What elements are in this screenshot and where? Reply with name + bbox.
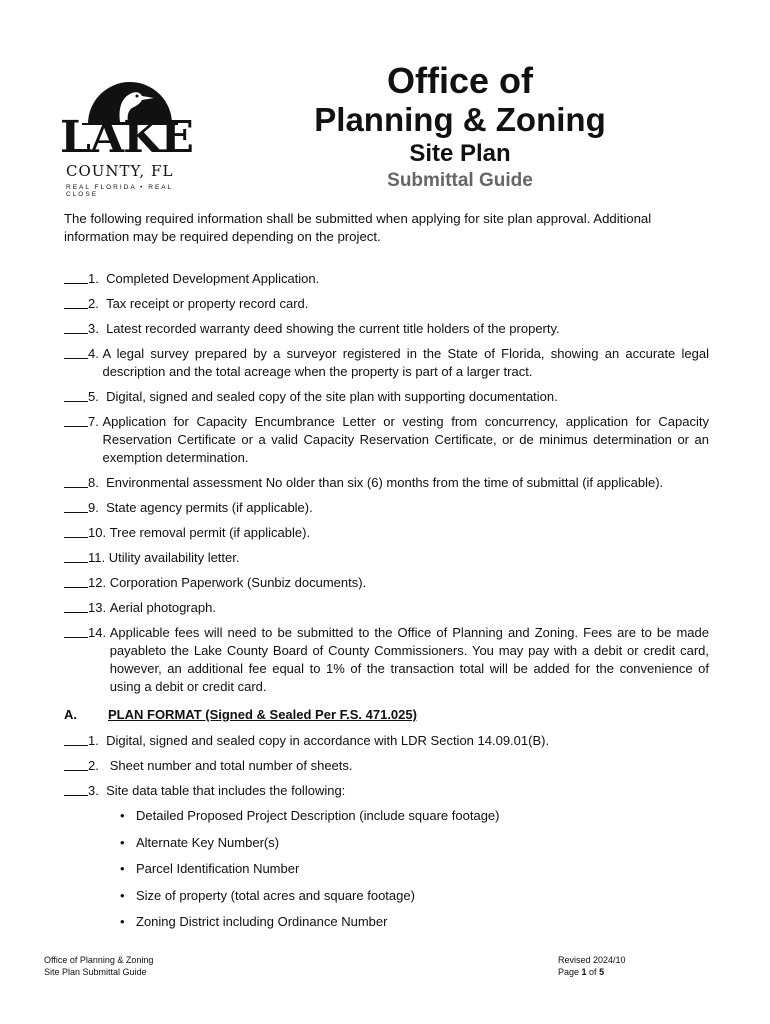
- footer-left: [44, 954, 153, 978]
- item-number: 3.: [88, 783, 107, 798]
- checkbox-blank: [64, 270, 88, 284]
- list-item: [64, 413, 709, 467]
- logo-wordmark: LAKE: [60, 112, 193, 163]
- item-text: Application for Capacity Encumbrance Letter or vesting from concurrency, application for Capacity Reservation Certificate or a valid Capacity Reservation Certificate, or de minimus determination or an exemption determination.: [102, 414, 709, 465]
- item-text: Corporation Paperwork (Sunbiz documents).: [109, 575, 367, 590]
- bullet-item: • Zoning District including Ordinance Number: [120, 913, 709, 931]
- item-text: Applicable fees will need to be submitted to the Office of Planning and Zoning. Fees are to be made payableto the Lake County Board of County Commissioners. You may pay with a debit or credit card, however, an additional fee equal to 1% of the transaction total will be added for the convenience of using a debit or credit card.: [109, 625, 709, 694]
- list-item: [64, 345, 709, 381]
- item-number: 7.: [88, 414, 103, 429]
- checkbox-blank: [64, 624, 88, 638]
- item-text: Digital, signed and sealed copy in accordance with LDR Section 14.09.01(B).: [106, 733, 550, 748]
- item-text: State agency permits (if applicable).: [106, 500, 313, 515]
- checkbox-blank: [64, 474, 88, 488]
- item-text: Tax receipt or property record card.: [106, 296, 309, 311]
- list-item: [64, 295, 709, 313]
- section-heading: [64, 706, 709, 724]
- bullet-item: • Size of property (total acres and square footage): [120, 887, 709, 905]
- item-number: 1.: [88, 733, 107, 748]
- checkbox-blank: [64, 524, 88, 538]
- list-item: [64, 270, 709, 288]
- checkbox-blank: [64, 782, 88, 796]
- list-item: [64, 549, 709, 567]
- list-item: [64, 624, 709, 696]
- title-site-plan: Site Plan: [409, 140, 511, 167]
- logo-tagline: REAL FLORIDA • REAL CLOSE: [66, 184, 173, 198]
- checkbox-blank: [64, 413, 88, 427]
- footer-right: [558, 954, 626, 978]
- checkbox-blank: [64, 295, 88, 309]
- item-text: Tree removal permit (if applicable).: [109, 525, 311, 540]
- item-number: 3.: [88, 321, 107, 336]
- checkbox-blank: [64, 757, 88, 771]
- item-number: 10.: [88, 525, 110, 540]
- intro-paragraph: The following required information shall be submitted when applying for site plan approval. Additional information may be required depending on the project.: [64, 211, 652, 244]
- checkbox-blank: [64, 320, 88, 334]
- list-item: [64, 499, 709, 517]
- list-item: [64, 320, 709, 338]
- item-number: 13.: [88, 600, 110, 615]
- checkbox-blank: [64, 388, 88, 402]
- item-text: Utility availability letter.: [108, 550, 240, 565]
- item-text: Site data table that includes the following:: [106, 783, 346, 798]
- requirements-list: [64, 270, 709, 940]
- item-text: Completed Development Application.: [106, 271, 320, 286]
- list-item: [64, 782, 709, 800]
- item-text: Digital, signed and sealed copy of the site plan with supporting documentation.: [106, 389, 558, 404]
- lake-county-logo: [60, 78, 195, 196]
- footer-revised: Revised 2024/10: [558, 955, 626, 965]
- section-title: PLAN FORMAT (Signed & Sealed Per F.S. 471.025): [108, 707, 417, 722]
- title-office: Office of: [386, 60, 533, 101]
- list-item: [64, 599, 709, 617]
- bullet-item: • Parcel Identification Number: [120, 860, 709, 878]
- item-number: 12.: [88, 575, 110, 590]
- item-text: Aerial photograph.: [109, 600, 216, 615]
- page-of: of: [586, 967, 600, 977]
- page-prefix: Page: [558, 967, 582, 977]
- item-number: 14.: [88, 625, 110, 640]
- list-item: [64, 574, 709, 592]
- list-item: [64, 524, 709, 542]
- item-number: 8.: [88, 475, 107, 490]
- item-text: Sheet number and total number of sheets.: [109, 758, 353, 773]
- footer-office: Office of Planning & Zoning: [44, 955, 154, 965]
- item-number: 9.: [88, 500, 107, 515]
- item-number: 2.: [88, 758, 110, 773]
- footer-page-number: [558, 966, 626, 978]
- item-text: A legal survey prepared by a surveyor registered in the State of Florida, showing an accurate legal description and the total acreage when the property is part of a larger tract.: [102, 346, 709, 379]
- list-item: [64, 757, 709, 775]
- checkbox-blank: [64, 599, 88, 613]
- item-number: 2.: [88, 296, 107, 311]
- item-text: Environmental assessment No older than six (6) months from the time of submittal (if applicable).: [106, 475, 664, 490]
- list-item: [64, 474, 709, 492]
- logo-county: COUNTY, FL: [66, 162, 174, 180]
- list-item: [64, 388, 709, 406]
- item-number: 4.: [88, 346, 103, 361]
- item-number: 11.: [88, 550, 109, 565]
- site-data-bullet-list: [64, 807, 709, 931]
- page-total: 5: [599, 967, 605, 977]
- list-item: [64, 732, 709, 750]
- item-text: Latest recorded warranty deed showing the current title holders of the property.: [106, 321, 560, 336]
- bullet-item: • Detailed Proposed Project Description (include square footage): [120, 807, 709, 825]
- item-number: 1.: [88, 271, 107, 286]
- page-current: 1: [581, 967, 587, 977]
- section-letter: A.: [64, 707, 77, 722]
- footer-doc-title: Site Plan Submittal Guide: [44, 967, 147, 977]
- checkbox-blank: [64, 549, 88, 563]
- bullet-item: • Alternate Key Number(s): [120, 834, 709, 852]
- checkbox-blank: [64, 345, 88, 359]
- checkbox-blank: [64, 574, 88, 588]
- item-number: 5.: [88, 389, 107, 404]
- checkbox-blank: [64, 732, 88, 746]
- subtitle-submittal-guide: Submittal Guide: [387, 170, 533, 191]
- title-department: Planning & Zoning: [314, 101, 606, 138]
- checkbox-blank: [64, 499, 88, 513]
